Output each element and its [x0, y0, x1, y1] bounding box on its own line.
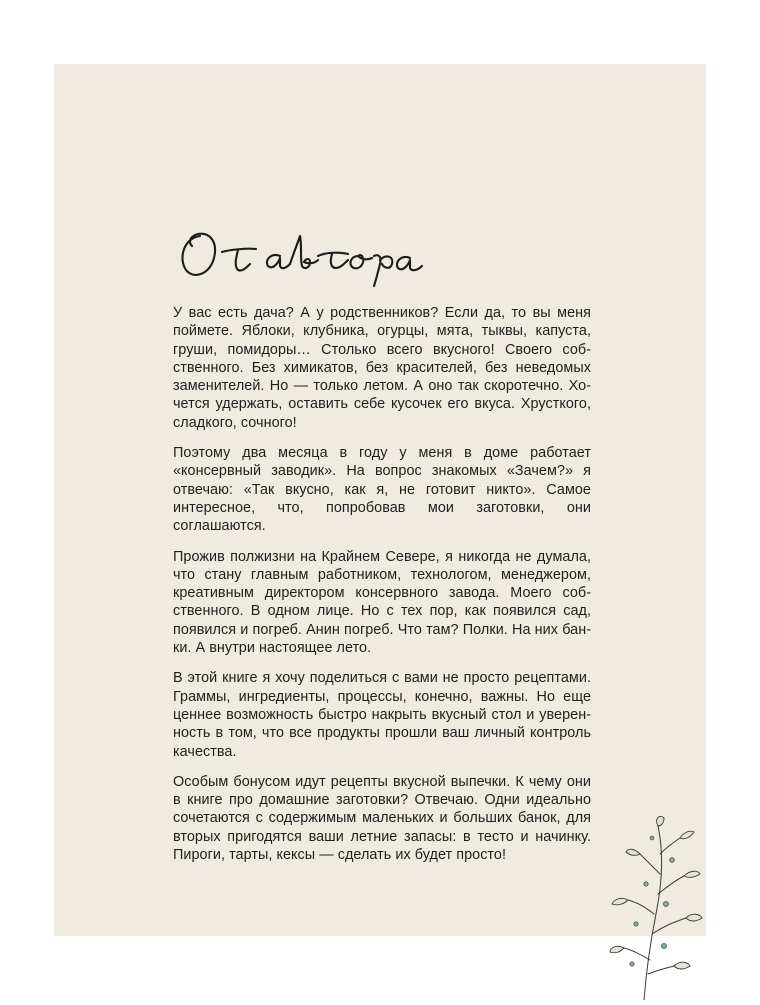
article-body [173, 304, 591, 876]
paragraph: В этой книге я хочу поделиться с вами не просто рецептами. Граммы, ингредиенты, процессы, конечно, важны. Но еще ценнее возможность быстро накрыть вкусный стол и уверенность в том, что все продукты прошли ваш личный контроль качества. [173, 670, 591, 760]
page-title [172, 212, 592, 292]
paragraph: У вас есть дача? А у родственников? Если да, то вы меня поймете. Яблоки, клубника, огурцы, мята, тыквы, капуста, груши, помидоры… Столько всего вкусного! Своего собственного. Без химикатов, без красителей, без неведомых заменителей. Но — только летом. А оно так скоротечно. Хочется удержать, оставить себе кусочек его вкуса. Хрусткого, сладкого, сочного! [173, 305, 591, 431]
paragraph: Прожив полжизни на Крайнем Севере, я никогда не думала, что стану главным работником, технологом, менеджером, креативным директором консервного завода. Моего собственного. В одном лице. Но с тех пор, как появился сад, появился и погреб. Анин погреб. Что там? Полки. На них банки. А внутри настоящее лето. [173, 548, 591, 657]
paragraph: Особым бонусом идут рецепты вкусной выпечки. К чему они в книге про домашние заготовки? Отвечаю. Одни идеально сочетаются с содержимым маленьких и больших банок, для вторых пригодятся ваши летние запасы: в тесто и начинку. Пироги, тарты, кексы — сделать их будет просто! [173, 773, 591, 864]
paragraph: Поэтому два месяца в году у меня в доме работает «консервный заводик». На вопрос знакомых «Зачем?» я отвечаю: «Так вкусно, как я, не готовит никто». Самое интересное, что, попробовав мои заготовки, они соглашаются. [173, 445, 591, 535]
botanical-sprig-illustration [606, 814, 706, 1000]
title-script-lettering [172, 212, 592, 292]
